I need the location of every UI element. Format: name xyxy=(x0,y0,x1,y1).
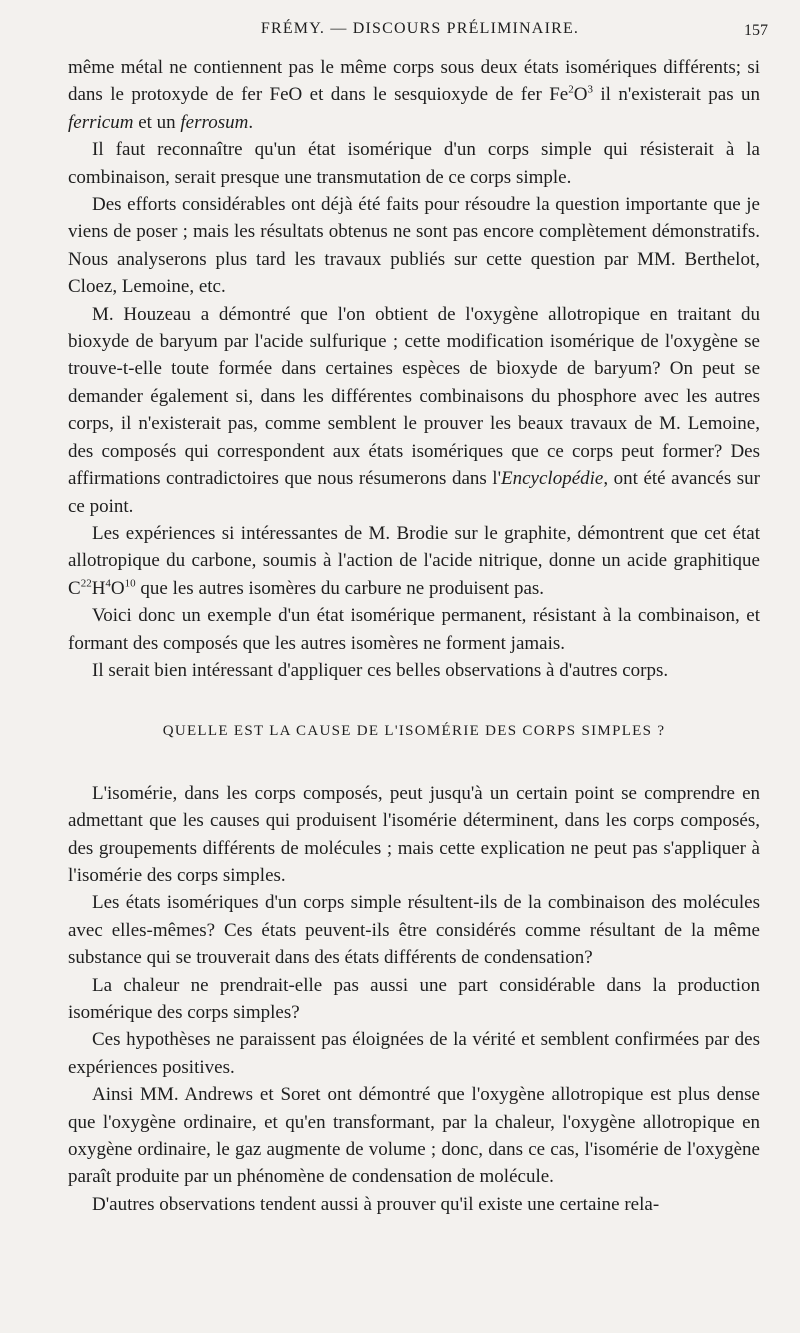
paragraph-7: Il serait bien intéressant d'appliquer ces belles observations à d'autres corps. xyxy=(92,659,669,681)
paragraph-12: Ainsi MM. Andrews et Soret ont démontré que l'oxygène allotropique est plus dense que l'oxygène ordinaire, et qu'en transformant, par la chaleur, l'oxygène allotropique en oxygène ordinaire, le gaz augmente de volume ; donc, dans ce cas, l'isomérie de l'oxygène paraît produite par un phénomène de condensation de molécule. xyxy=(68,1084,760,1188)
paragraph-3: Des efforts considérables ont déjà été faits pour résoudre la question importante que je viens de poser ; mais les résultats obtenus ne sont pas encore complètement démonstratifs. Nous analyserons plus tard les travaux publiés sur cette question par MM. Berthelot, Cloez, Lemoine, etc. xyxy=(68,194,760,298)
section-heading: QUELLE EST LA CAUSE DE L'ISOMÉRIE DES CORPS SIMPLES ? xyxy=(162,723,666,740)
body-text xyxy=(68,54,760,1218)
page-number: 157 xyxy=(744,22,768,39)
paragraph-10: La chaleur ne prendrait-elle pas aussi une part considérable dans la production isomérique des corps simples? xyxy=(68,974,760,1023)
paragraph-8: L'isomérie, dans les corps composés, peut jusqu'à un certain point se comprendre en admettant que les causes qui produisent l'isomérie déterminent, dans les corps composés, des groupements différents de molécules ; mais cette explication ne peut pas s'appliquer à l'isomérie des corps simples. xyxy=(68,782,760,886)
running-title: FRÉMY. — DISCOURS PRÉLIMINAIRE. xyxy=(260,20,580,37)
paragraph-2: Il faut reconnaître qu'un état isomérique d'un corps simple qui résisterait à la combinaison, serait presque une transmutation de ce corps simple. xyxy=(68,139,760,188)
paragraph-5: Les expériences si intéressantes de M. Brodie sur le graphite, démontrent que cet état allotropique du carbone, soumis à l'action de l'acide nitrique, donne un acide graphitique $C^{22}H^4O^{10}$ que les autres isomères du carbure ne produisent pas. xyxy=(68,522,760,599)
paragraph-9: Les états isomériques d'un corps simple résultent-ils de la combinaison des molécules avec elles-mêmes? Ces états peuvent-ils être considérés comme résultant de la même substance qui se trouverait dans des états différents de condensation? xyxy=(68,892,760,969)
paragraph-13: D'autres observations tendent aussi à prouver qu'il existe une certaine rela- xyxy=(92,1193,660,1215)
paragraph-6: Voici donc un exemple d'un état isomérique permanent, résistant à la combinaison, et formant des composés que les autres isomères ne forment jamais. xyxy=(68,605,760,654)
paragraph-1: même métal ne contiennent pas le même corps sous deux états isomériques différents; si dans le protoxyde de fer FeO et dans le sesquioxyde de fer $Fe^2O^3$ il n'existerait pas un ferricum et un ferrosum. xyxy=(68,57,760,133)
paragraph-4: M. Houzeau a démontré que l'on obtient de l'oxygène allotropique en traitant du bioxyde de baryum par l'acide sulfurique ; cette modification isomérique de l'oxygène se trouve-t-elle toute formée dans certaines espèces de bioxyde de baryum? On peut se demander également si, dans les différentes combinaisons du phosphore avec les autres corps, il n'existerait pas, comme semblent le prouver les beaux travaux de M. Lemoine, des composés qui correspondent aux états isomériques que ce corps peut former? Des affirmations contradictoires que nous résumerons dans l'Encyclopédie, ont été avancés sur ce point. xyxy=(68,303,760,517)
paragraph-11: Ces hypothèses ne paraissent pas éloignées de la vérité et semblent confirmées par des expériences positives. xyxy=(68,1029,760,1078)
running-head xyxy=(80,20,760,38)
